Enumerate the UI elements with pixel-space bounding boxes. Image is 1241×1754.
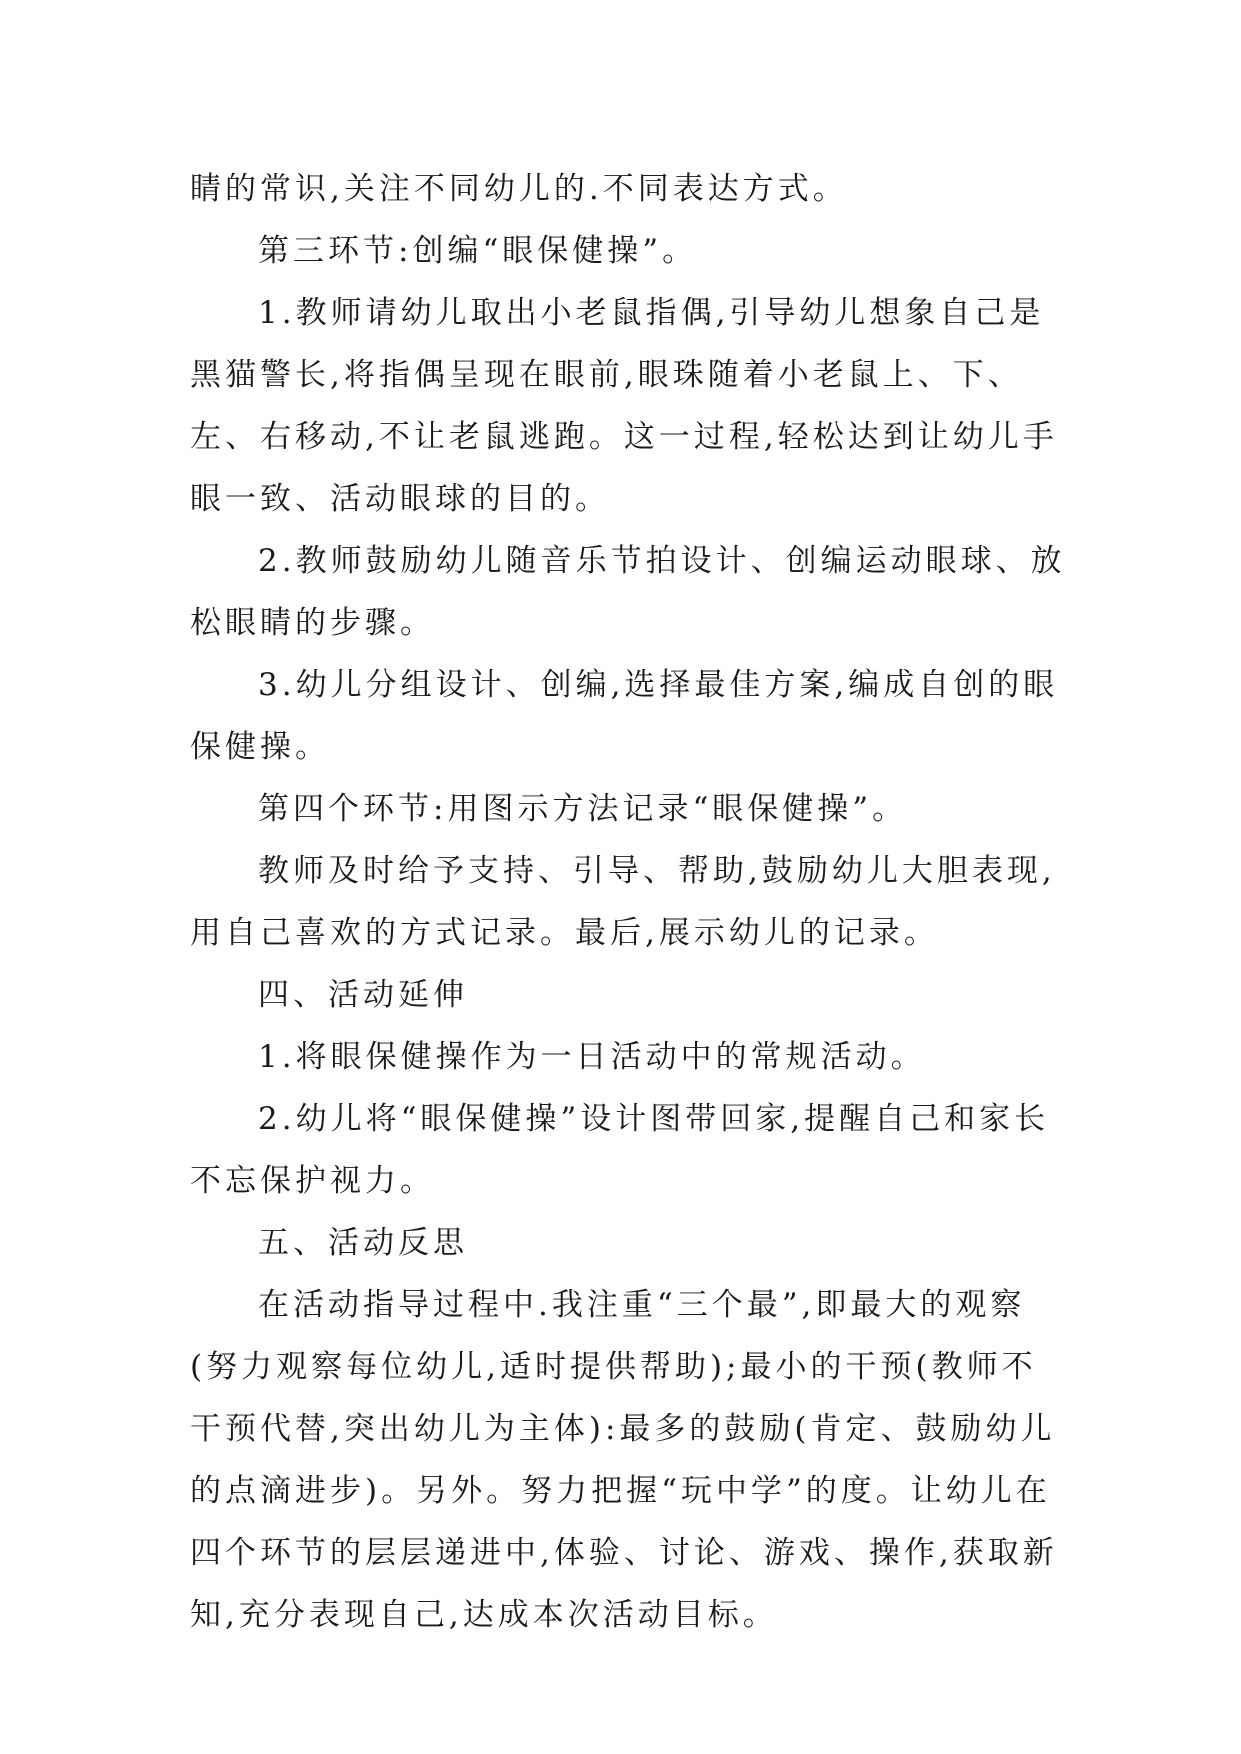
paragraph-step-three-item-1: 1.教师请幼儿取出小老鼠指偶,引导幼儿想象自己是黑猫警长,将指偶呈现在眼前,眼珠随着小老鼠上、下、左、右移动,不让老鼠逃跑。这一过程,轻松达到让幼儿手眼一致、活动眼球的目的。 [190, 295, 1058, 517]
paragraph-continuation: 睛的常识,关注不同幼儿的.不同表达方式。 [190, 171, 848, 207]
paragraph-step-three-item-3: 3.幼儿分组设计、创编,选择最佳方案,编成自创的眼保健操。 [190, 667, 1059, 765]
section-heading-reflection: 五、活动反思 [258, 1225, 468, 1261]
paragraph-step-four-heading: 第四个环节:用图示方法记录“眼保健操”。 [258, 791, 908, 827]
paragraph-step-three-heading: 第三环节:创编“眼保健操”。 [258, 233, 698, 269]
paragraph-extension-item-1: 1.将眼保健操作为一日活动中的常规活动。 [258, 1039, 926, 1075]
document-body [190, 158, 1070, 1646]
paragraph-reflection-body: 在活动指导过程中.我注重“三个最”,即最大的观察(努力观察每位幼儿,适时提供帮助);最小的干预(教师不干预代替,突出幼儿为主体):最多的鼓励(肯定、鼓励幼儿的点滴进步)。另外。努力把握“玩中学”的度。让幼儿在四个环节的层层递进中,体验、讨论、游戏、操作,获取新知,充分表现自己,达成本次活动目标。 [190, 1287, 1058, 1633]
paragraph-extension-item-2: 2.幼儿将“眼保健操”设计图带回家,提醒自己和家长不忘保护视力。 [190, 1101, 1050, 1199]
paragraph-step-three-item-2: 2.教师鼓励幼儿随音乐节拍设计、创编运动眼球、放松眼睛的步骤。 [190, 543, 1066, 641]
paragraph-step-four-body: 教师及时给予支持、引导、帮助,鼓励幼儿大胆表现,用自己喜欢的方式记录。最后,展示幼儿的记录。 [190, 853, 1056, 951]
section-heading-extension: 四、活动延伸 [258, 977, 468, 1013]
